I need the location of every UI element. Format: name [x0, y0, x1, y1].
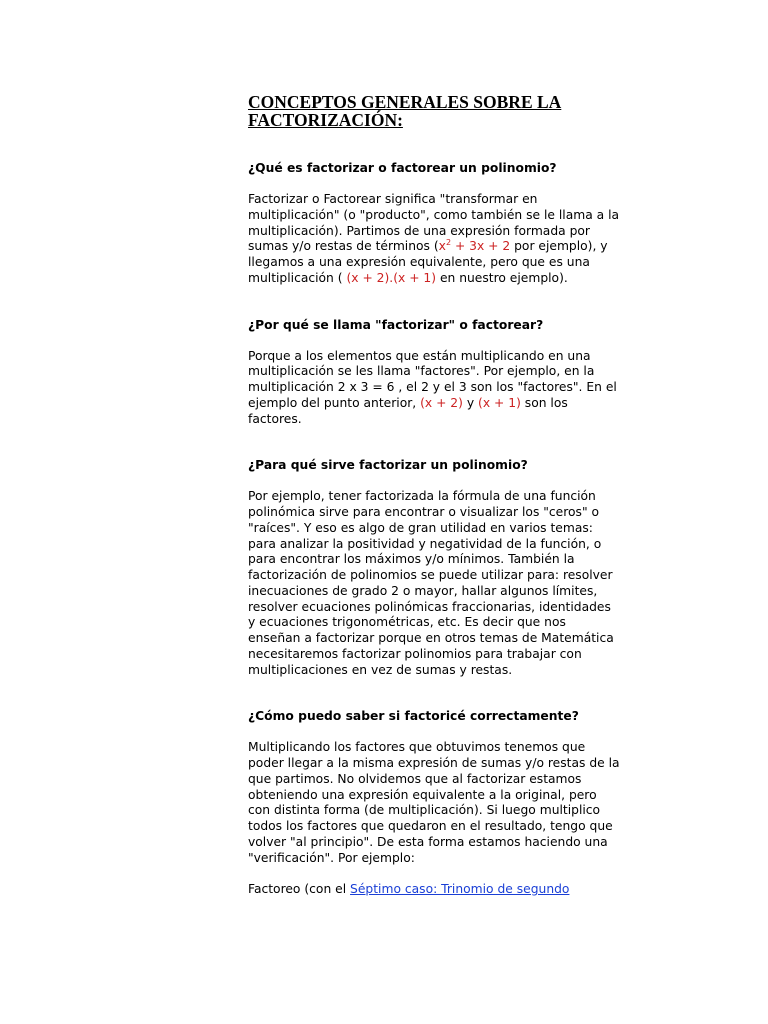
section-heading-como-puedo: ¿Cómo puedo saber si factoricé correctamente?: [248, 709, 579, 724]
paragraph-text: Porque a los elementos que están multiplicando en una multiplicación se les llama "factores". Por ejemplo, en la multiplicación 2 x 3 = 6 , el 2 y el 3 son los "factores". En el ejemplo del punto anterior,: [248, 348, 617, 410]
expr-exponent: 2: [445, 238, 452, 248]
polynomial-expression: [439, 239, 511, 253]
paragraph-text: por ejemplo), y llegamos a una expresión equivalente, pero que es una multiplicación (: [248, 239, 608, 285]
expr-rest: + 3x + 2: [451, 239, 511, 254]
section-paragraph-que-es: [248, 192, 620, 287]
paragraph-text: en nuestro ejemplo).: [436, 270, 568, 285]
section-paragraph-por-que: [248, 349, 620, 428]
section-heading-que-es: ¿Qué es factorizar o factorear un polinomio?: [248, 161, 557, 175]
section-paragraph-como-puedo: Multiplicando los factores que obtuvimos tenemos que poder llegar a la misma expresión de sumas y/o restas de la que partimos. No olvidemos que al factorizar estamos obteniendo una expresión equivalente a la original, pero con distinta forma (de multiplicación). Si luego multiplico todos los factores que quedaron en el resultado, tengo que volver "al principio". De esta forma estamos haciendo una "verificación". Por ejemplo:: [248, 740, 620, 865]
paragraph-text: son los factores.: [248, 395, 568, 426]
paragraph-text: Factorizar o Factorear significa "transformar en multiplicación" (o "producto", como también se le llama a la multiplicación). Partimos de una expresión formada por sumas y/o restas de términos (: [248, 192, 620, 254]
paragraph-text: y: [462, 395, 479, 410]
page-title: CONCEPTOS GENERALES SOBRE LA FACTORIZACIÓN:: [248, 92, 562, 130]
paragraph-text: Factoreo (con el: [248, 882, 351, 897]
section-heading-para-que: ¿Para qué sirve factorizar un polinomio?: [248, 458, 528, 473]
document-page: [248, 93, 620, 898]
septimo-caso-link[interactable]: Séptimo caso: Trinomio de segundo: [350, 882, 570, 897]
factor-expression: (x + 2): [420, 395, 463, 410]
factor-expression: (x + 1): [478, 395, 521, 410]
footer-paragraph: [248, 882, 620, 898]
section-heading-por-que: ¿Por qué se llama "factorizar" o factorear?: [248, 317, 544, 332]
factored-expression: (x + 2).(x + 1): [346, 270, 437, 285]
expr-variable: x: [438, 239, 446, 254]
section-paragraph-para-que: Por ejemplo, tener factorizada la fórmula de una función polinómica sirve para encontrar o visualizar los "ceros" o "raíces". Y eso es algo de gran utilidad en varios temas: para analizar la positividad y negatividad de la función, o para encontrar los máximos y/o mínimos. También la factorización de polinomios se puede utilizar para: resolver inecuaciones de grado 2 o mayor, hallar algunos límites, resolver ecuaciones polinómicas fraccionarias, identidades y ecuaciones trigonométricas, etc. Es decir que nos enseñan a factorizar porque en otros temas de Matemática necesitaremos factorizar polinomios para trabajar con multiplicaciones en vez de sumas y restas.: [248, 489, 614, 677]
